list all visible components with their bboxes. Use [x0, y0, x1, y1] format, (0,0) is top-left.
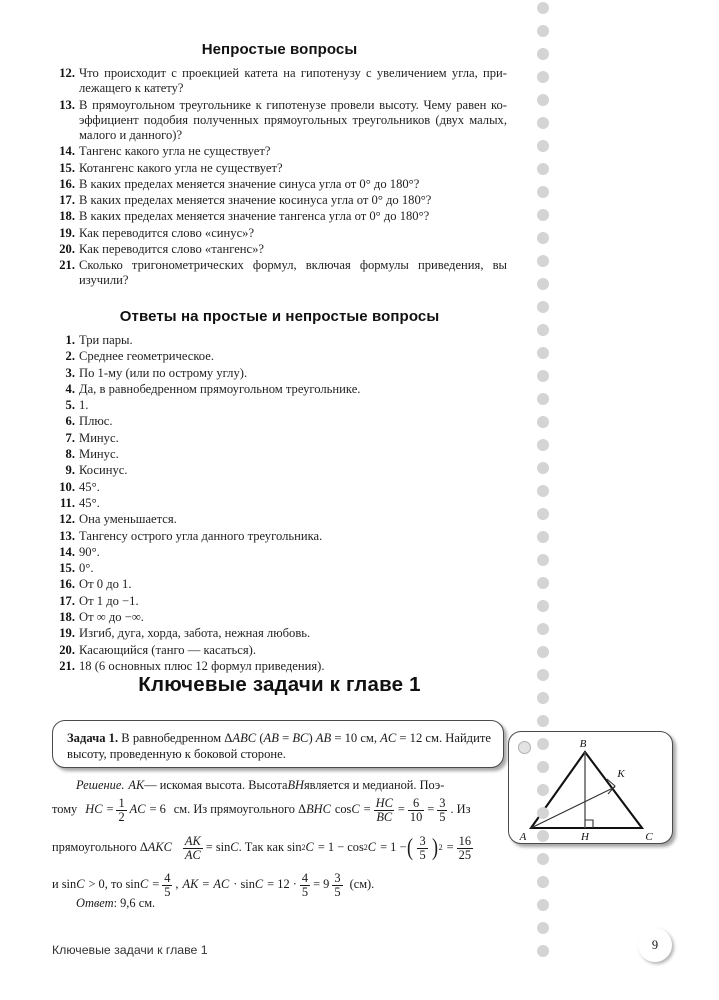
- list-item-text: Изгиб, дуга, хорда, забота, нежная любовь.: [79, 626, 311, 641]
- sol3-eq3: = 1 −: [380, 840, 407, 855]
- frac-denominator: AC: [184, 847, 201, 862]
- binding-dot: [537, 945, 549, 957]
- list-item-number: 3.: [65, 365, 75, 380]
- binding-dot: [537, 25, 549, 37]
- solution-line-3: [52, 835, 507, 861]
- list-item-number: 7.: [65, 430, 75, 445]
- list-item-text: В каких пределах меняется значение синуса угла от 0° до 180°?: [79, 176, 420, 191]
- sol2-eq3: =: [363, 802, 371, 817]
- binding-dot: [537, 393, 549, 405]
- label-vertex-a: A: [519, 831, 527, 843]
- sol4-cm: (см).: [349, 877, 375, 892]
- binding-dot: [537, 2, 549, 14]
- sol3-sup2: 2: [301, 842, 306, 852]
- sol4-pre: и sin: [52, 877, 77, 892]
- list-item: [52, 333, 507, 348]
- sol3-eq4: =: [446, 840, 454, 855]
- sol2-ac: AC: [129, 802, 146, 817]
- chapter-title: Ключевые задачи к главе 1: [138, 673, 421, 696]
- list-item: [52, 496, 507, 511]
- list-item-number: 2.: [65, 349, 75, 364]
- sol4-cdot: · sin: [233, 877, 255, 892]
- frac-numerator: 3: [419, 834, 426, 848]
- sol2-cm: см. Из прямоугольного Δ: [173, 802, 307, 817]
- list-item: [52, 98, 507, 144]
- list-item-text: 45°.: [79, 495, 100, 510]
- frac-denominator: 2: [118, 809, 125, 824]
- list-item: [52, 398, 507, 413]
- list-item-number: 19.: [59, 225, 75, 240]
- frac-denominator: 5: [301, 884, 309, 899]
- list-item: [52, 144, 507, 159]
- binding-dot: [537, 301, 549, 313]
- list-item-text: 45°.: [79, 479, 100, 494]
- answers-list: [52, 333, 507, 675]
- list-item-text: 18 (6 основных плюс 12 формул приведения).: [79, 658, 325, 673]
- binding-dot: [537, 140, 549, 152]
- binding-dot: [537, 117, 549, 129]
- fraction-three-fifths: [437, 797, 447, 823]
- list-item-number: 8.: [65, 447, 75, 462]
- list-item: [52, 577, 507, 592]
- task-text-p2: (: [256, 731, 264, 745]
- binding-dot: [537, 692, 549, 704]
- binding-dot: [537, 899, 549, 911]
- answers-title: Ответы на простые и непростые вопросы: [119, 308, 440, 325]
- binding-dot: [537, 669, 549, 681]
- label-vertex-k: K: [617, 768, 625, 780]
- list-item-text: Тангенс какого угла не существует?: [79, 144, 271, 159]
- list-item: [52, 659, 507, 674]
- list-item: [52, 66, 507, 96]
- solution-line-2: [52, 797, 507, 823]
- list-item-text: От 0 до 1.: [79, 577, 132, 592]
- binding-dot: [537, 830, 549, 842]
- binding-dot: [537, 186, 549, 198]
- sol2-eq5: =: [427, 802, 435, 817]
- fraction-ak-ac: [183, 835, 203, 861]
- fraction-four-fifths-b: [300, 872, 310, 898]
- list-item: [52, 258, 507, 288]
- list-item-text: Среднее геометрическое.: [79, 349, 214, 364]
- sol3-akc: AKC: [147, 840, 172, 855]
- binding-dot: [537, 853, 549, 865]
- task-text-p3: ): [308, 731, 316, 745]
- sol2-pre: тому: [52, 802, 78, 817]
- sol3-cvar2: C: [305, 840, 314, 855]
- solution-text-b: является и медианой. Поэ-: [303, 778, 445, 792]
- list-item: [52, 545, 507, 560]
- list-item-text: Как переводится слово «тангенс»?: [79, 241, 265, 256]
- frac-denominator: 5: [334, 884, 341, 899]
- list-item-number: 9.: [65, 463, 75, 478]
- sol3-cvar3: C: [367, 840, 377, 855]
- frac-numerator: 4: [301, 871, 309, 885]
- frac-denominator: 5: [419, 847, 426, 862]
- sol3-sup2b: 2: [363, 842, 368, 852]
- solution-line-4: [52, 872, 507, 898]
- list-item-text: Она уменьшается.: [79, 512, 177, 527]
- label-vertex-c: C: [645, 831, 653, 843]
- frac-numerator: 3: [334, 871, 341, 885]
- answer-value: : 9,6 см.: [113, 896, 156, 910]
- sol4-eq2: =: [202, 877, 210, 892]
- sol4-c2: C: [139, 877, 149, 892]
- list-item-text: Минус.: [79, 430, 119, 445]
- list-item-number: 21.: [59, 658, 75, 673]
- hard-questions-list: [52, 66, 507, 290]
- list-item-text: В каких пределах меняется значение косинуса угла от 0° до 180°?: [79, 193, 432, 208]
- sol2-eq4: =: [397, 802, 405, 817]
- list-item-number: 1.: [65, 333, 75, 347]
- list-item: [52, 209, 507, 224]
- sol2-cos: cos: [334, 802, 352, 817]
- sol4-eq: =: [152, 877, 160, 892]
- list-item: [52, 161, 507, 176]
- list-item-number: 15.: [59, 160, 75, 175]
- list-item: [52, 447, 507, 462]
- list-item-text: Три пары.: [79, 333, 133, 347]
- binding-dot: [537, 600, 549, 612]
- list-item-number: 18.: [59, 209, 75, 224]
- binding-dot: [537, 761, 549, 773]
- list-item-text: 90°.: [79, 544, 100, 559]
- list-item: [52, 480, 507, 495]
- sol4-comma: ,: [175, 877, 179, 892]
- segment-ak: AK: [128, 778, 145, 792]
- list-item-text: По 1-му (или по острому углу).: [79, 365, 248, 380]
- list-item-number: 17.: [59, 193, 75, 208]
- sol4-gt: > 0, то sin: [88, 877, 140, 892]
- sol2-tail: . Из: [450, 802, 471, 817]
- list-item-number: 19.: [59, 626, 75, 641]
- list-item: [52, 512, 507, 527]
- binding-dot: [537, 370, 549, 382]
- binding-dot: [537, 324, 549, 336]
- list-item-text: Минус.: [79, 447, 119, 462]
- sol3-cvar: C: [230, 840, 239, 855]
- binding-dot: [537, 623, 549, 635]
- hard-questions-title: Непростые вопросы: [201, 41, 358, 58]
- frac-numerator: HC: [375, 796, 393, 810]
- list-item-number: 14.: [59, 144, 75, 159]
- fraction-three-fifths-mixed: [332, 872, 342, 898]
- list-item-text: 1.: [79, 398, 89, 413]
- list-item: [52, 463, 507, 478]
- list-item: [52, 382, 507, 397]
- segment-bh: BH: [287, 778, 304, 792]
- task-label: Задача 1.: [67, 731, 119, 745]
- solution-keyword: Решение.: [76, 778, 125, 792]
- frac-numerator: 6: [412, 796, 420, 810]
- fraction-sixteen-twentyfifths: [457, 835, 473, 861]
- frac-numerator: AK: [184, 834, 201, 848]
- task-ac-1: AC: [380, 731, 397, 745]
- list-item-number: 4.: [65, 381, 75, 396]
- list-item: [52, 561, 507, 576]
- solution-answer: [52, 897, 507, 911]
- frac-denominator: 5: [164, 884, 171, 899]
- list-item-text: Косинус.: [79, 463, 128, 478]
- list-item-number: 18.: [59, 610, 75, 625]
- list-item-number: 13.: [59, 528, 75, 543]
- binding-dot: [537, 876, 549, 888]
- list-item-text: Плюс.: [79, 414, 113, 429]
- list-item-text: 0°.: [79, 561, 94, 576]
- task-eq-2: = 10 см,: [331, 731, 381, 745]
- page-number: 9: [651, 937, 659, 952]
- list-item-number: 10.: [59, 479, 75, 494]
- list-item-text: В каких пределах меняется значение тангенса угла от 0° до 180°?: [79, 209, 430, 224]
- sol4-eq3: = 12 ·: [267, 877, 297, 892]
- binding-dot: [537, 485, 549, 497]
- binding-dot: [537, 163, 549, 175]
- sol2-cvar: C: [351, 802, 360, 817]
- label-vertex-h: H: [581, 831, 589, 843]
- list-item-number: 11.: [59, 495, 75, 510]
- list-item-text: Как переводится слово «синус»?: [79, 225, 255, 240]
- sol3-dot: . Так как sin: [238, 840, 302, 855]
- task-ab-2: AB: [315, 731, 332, 745]
- binding-dot: [537, 94, 549, 106]
- label-vertex-b: B: [579, 738, 587, 750]
- list-item-number: 20.: [59, 241, 75, 256]
- sol2-eq1: =: [106, 802, 114, 817]
- frac-numerator: 4: [164, 871, 171, 885]
- sol3-paren-exp: 2: [438, 842, 443, 852]
- page-number-badge: [638, 928, 672, 962]
- solution-text-a: — искомая высота. Высота: [144, 778, 288, 792]
- list-item: [52, 643, 507, 658]
- binding-dot: [537, 209, 549, 221]
- frac-denominator: 10: [409, 809, 423, 824]
- binding-dot: [537, 255, 549, 267]
- footer-running-title: Ключевые задачи к главе 1: [52, 943, 208, 957]
- frac-numerator: 3: [439, 796, 446, 810]
- binding-dot: [537, 554, 549, 566]
- binding-dot: [537, 646, 549, 658]
- task-text-p1: В равнобедренном Δ: [121, 731, 233, 745]
- binding-dot: [537, 715, 549, 727]
- sol4-ak: AK: [182, 877, 199, 892]
- list-item: [52, 626, 507, 641]
- task-eq-1: =: [278, 731, 293, 745]
- fraction-four-fifths-a: [162, 872, 172, 898]
- list-item-text: Котангенс какого угла не существует?: [79, 160, 283, 175]
- fraction-three-fifths-squared: [417, 835, 427, 861]
- list-item-number: 16.: [59, 176, 75, 191]
- sol4-ac: AC: [213, 877, 230, 892]
- list-item-text: Касающийся (танго — касаться).: [79, 642, 256, 657]
- list-item-text: В прямоугольном треугольнике к гипотенузе провели высоту. Чему равен ко-эффициент подобия полученных прямоугольных треугольников (двух малых, малого и данного)?: [79, 97, 507, 142]
- fraction-hc-bc: [374, 797, 395, 823]
- binding-dot: [537, 738, 549, 750]
- list-item-number: 6.: [65, 414, 75, 429]
- open-paren: (: [407, 834, 414, 861]
- list-item-text: Тангенсу острого угла данного треугольника.: [79, 528, 323, 543]
- list-item: [52, 193, 507, 208]
- list-item-number: 12.: [59, 512, 75, 527]
- binding-dot: [537, 232, 549, 244]
- sol4-eq4: = 9: [313, 877, 330, 892]
- list-item-number: 17.: [59, 593, 75, 608]
- list-item-number: 13.: [59, 97, 75, 112]
- binding-dot: [537, 48, 549, 60]
- sol2-bhc: BHC: [306, 802, 331, 817]
- list-item-number: 21.: [59, 258, 75, 273]
- sol3-pre: прямоугольного Δ: [52, 840, 148, 855]
- sol4-c1: C: [76, 877, 85, 892]
- list-item-number: 15.: [59, 561, 75, 576]
- list-item-number: 16.: [59, 577, 75, 592]
- frac-numerator: 1: [118, 796, 125, 810]
- binding-dot: [537, 508, 549, 520]
- sol3-eq2: = 1 − cos: [317, 840, 364, 855]
- binding-dot: [537, 416, 549, 428]
- list-item-text: Да, в равнобедренном прямоугольном треугольнике.: [79, 381, 361, 396]
- list-item-number: 20.: [59, 642, 75, 657]
- binding-dot: [537, 531, 549, 543]
- list-item-text: От 1 до −1.: [79, 593, 139, 608]
- frac-numerator: 16: [458, 834, 472, 848]
- task-eq-3: = 12 см. Найдите высоту, проведенную к боковой стороне.: [67, 731, 491, 761]
- binding-dot: [537, 278, 549, 290]
- list-item: [52, 366, 507, 381]
- list-item: [52, 594, 507, 609]
- list-item: [52, 226, 507, 241]
- binding-dot: [537, 577, 549, 589]
- solution-line-1: [52, 779, 507, 793]
- sol4-c3: C: [254, 877, 264, 892]
- right-angle-marker-h: [585, 820, 593, 828]
- task-ab-1: AB: [263, 731, 279, 745]
- task-box: [52, 720, 504, 768]
- list-item-text: Что происходит с проекцией катета на гипотенузу с увеличением угла, при-лежащего к катету?: [79, 66, 507, 96]
- list-item: [52, 610, 507, 625]
- list-item: [52, 414, 507, 429]
- list-item-number: 14.: [59, 544, 75, 559]
- list-item: [52, 177, 507, 192]
- spiral-binding: [531, 0, 557, 1000]
- fraction-six-tenths: [408, 797, 424, 823]
- binding-dot: [537, 439, 549, 451]
- list-item: [52, 242, 507, 257]
- list-item-number: 5.: [65, 398, 75, 413]
- binding-dot: [537, 784, 549, 796]
- binding-dot: [537, 347, 549, 359]
- task-triangle-abc: ABC: [232, 731, 257, 745]
- list-item-text: Сколько тригонометрических формул, включая формулы приведения, вы изучили?: [79, 258, 507, 288]
- close-paren: ): [431, 834, 438, 861]
- list-item: [52, 529, 507, 544]
- sol2-eq2: = 6: [149, 802, 166, 817]
- frac-denominator: 25: [458, 847, 472, 862]
- sol2-hc: HC: [85, 802, 103, 817]
- binding-dot: [537, 922, 549, 934]
- list-item-text: От ∞ до −∞.: [79, 610, 144, 625]
- fraction-one-half: [116, 797, 126, 823]
- binding-dot: [537, 462, 549, 474]
- binding-dot: [537, 71, 549, 83]
- list-item-number: 12.: [59, 66, 75, 80]
- answer-label: Ответ: [76, 896, 114, 910]
- frac-denominator: 5: [439, 809, 446, 824]
- binding-dot: [537, 807, 549, 819]
- list-item: [52, 349, 507, 364]
- list-item: [52, 431, 507, 446]
- task-bc-1: BC: [292, 731, 309, 745]
- frac-denominator: BC: [376, 809, 393, 824]
- sol3-eq: = sin: [205, 840, 231, 855]
